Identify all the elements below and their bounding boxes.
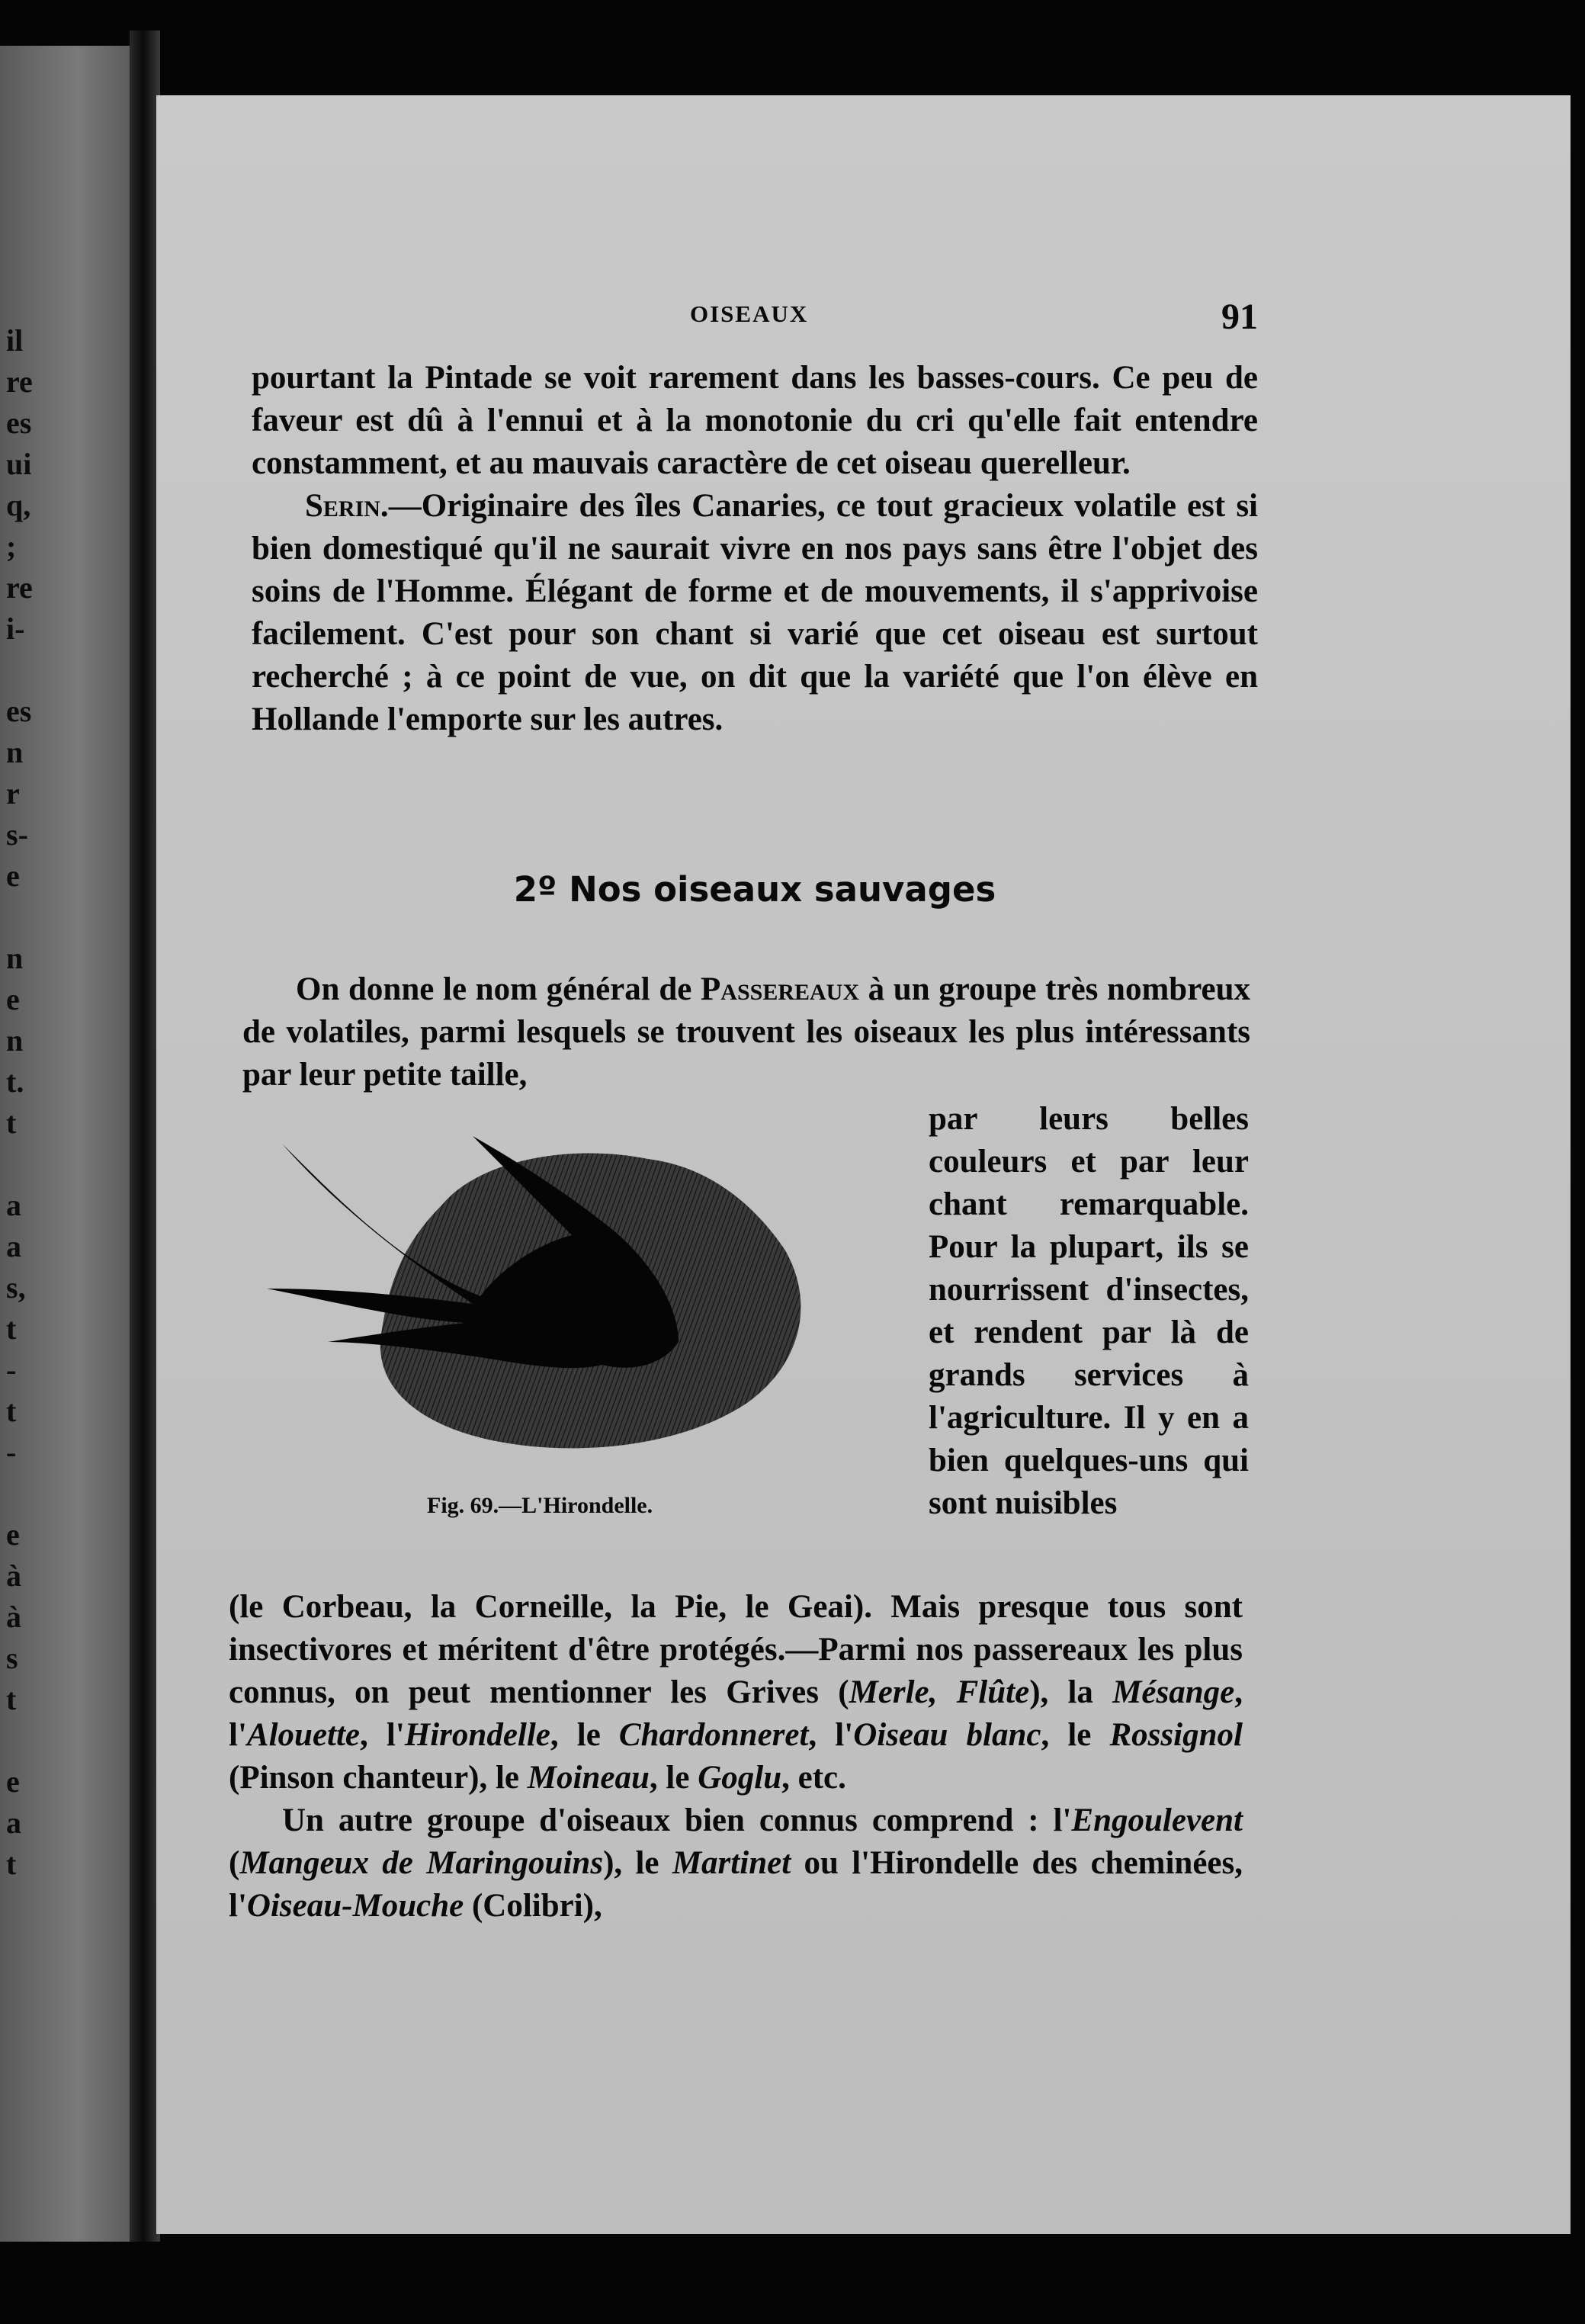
left-fragment: il (6, 323, 24, 358)
left-fragment: n (6, 1023, 24, 1058)
sep: ( (229, 1845, 240, 1881)
left-fragment: t (6, 1311, 17, 1346)
serin-paragraph (252, 485, 1258, 741)
passereaux-intro (242, 968, 1250, 1096)
left-fragment: t (6, 1682, 17, 1716)
left-fragment: n (6, 941, 24, 975)
left-fragment: r (6, 776, 20, 811)
left-fragment: e (6, 982, 20, 1016)
passereaux-column-text: par leurs belles couleurs et par leur chant remarquable. Pour la plupart, ils se nourrissent d'insectes, et rendent par là de grands services à l'agriculture. Il y en a bien quelques-uns qui sont nuisibles (929, 1101, 1249, 1521)
left-fragment: s, (6, 1270, 26, 1305)
sep: , le (649, 1760, 698, 1796)
left-fragment: a (6, 1188, 21, 1222)
sep: ou l'Hirondelle des cheminées, l' (229, 1845, 1243, 1924)
left-fragment: s- (6, 817, 28, 852)
passereaux-after: (le Corbeau, la Corneille, la Pie, le Geai). Mais presque tous sont insectivores et méritent d'être protégés.—Parmi nos passereaux les plus connus, on peut mentionner les Grives ( (229, 1589, 1243, 1710)
left-fragment: t. (6, 1064, 24, 1099)
serin-term: Serin. (305, 488, 389, 524)
left-fragment (6, 650, 37, 691)
left-fragment: re (6, 570, 33, 605)
term-chardonneret: Chardonneret (618, 1717, 809, 1753)
left-fragment: e (6, 1764, 20, 1799)
passereaux-term: Passereaux (701, 971, 859, 1007)
sep: (Pinson chanteur), le (229, 1760, 528, 1796)
left-fragment: q, (6, 488, 31, 522)
book-gutter (130, 30, 160, 2242)
term-martinet: Martinet (672, 1845, 791, 1881)
left-fragment: à (6, 1600, 21, 1634)
left-fragment: à (6, 1558, 21, 1593)
section-title: 2º Nos oiseaux sauvages (513, 869, 996, 910)
left-fragment: - (6, 1435, 17, 1469)
left-fragment: ui (6, 447, 32, 481)
lower-text (229, 1586, 1243, 1928)
passereaux-wide-text: à un groupe très nombreux de volatiles, parmi lesquels se trouvent les oiseaux les plus intéressants par leur petite taille, (242, 971, 1251, 1093)
left-fragment: s (6, 1641, 18, 1675)
left-fragment: es (6, 406, 32, 440)
term-hirondelle: Hirondelle (404, 1717, 550, 1753)
sep: , le (1041, 1717, 1110, 1753)
left-fragment: re (6, 364, 33, 399)
passereaux-lead: On donne le nom général de (296, 971, 692, 1007)
page-number: 91 (1221, 297, 1258, 337)
term-merle-flute: Merle, Flûte (849, 1674, 1030, 1710)
sep: , l' (808, 1717, 854, 1753)
figure-caption: Fig. 69.—L'Hirondelle. (427, 1493, 653, 1518)
swallow-figure (252, 1113, 907, 1540)
left-fragment: es (6, 694, 32, 728)
passereaux-wide (242, 968, 1250, 1096)
term-moineau: Moineau (527, 1760, 650, 1796)
term-goglu: Goglu (698, 1760, 782, 1796)
sep: ), le (603, 1845, 672, 1881)
sep: , l' (229, 1674, 1243, 1753)
autre-lead: Un autre groupe d'oiseaux bien connus comprend : l' (282, 1802, 1072, 1838)
left-fragment: t (6, 1394, 17, 1428)
sep: ), la (1029, 1674, 1113, 1710)
term-engoulevent: Engoulevent (1071, 1802, 1243, 1838)
sep: (Colibri), (464, 1888, 602, 1924)
term-alouette: Alouette (246, 1717, 361, 1753)
left-page-edge (0, 46, 130, 2242)
serin-text: —Originaire des îles Canaries, ce tout gracieux volatile est si bien domestiqué qu'il ne saurait vivre en nos pays sans être l'objet des soins de l'Homme. Élégant de forme et de mouvements, il s'apprivoise facilement. C'est pour son chant si varié que cet oiseau est surtout recherché ; à ce point de vue, on dit que la variété que l'on élève en Hollande l'emporte sur les autres. (252, 488, 1258, 737)
swallow-illustration (252, 1113, 907, 1479)
left-fragment (6, 897, 37, 938)
passereaux-list (229, 1586, 1243, 1799)
term-oiseau-blanc: Oiseau blanc (853, 1717, 1041, 1753)
sep: , etc. (781, 1760, 846, 1796)
left-fragment: e (6, 859, 20, 893)
left-fragment: - (6, 1353, 17, 1387)
left-fragment (6, 1144, 37, 1185)
left-fragment: e (6, 1517, 20, 1552)
intro-paragraph: pourtant la Pintade se voit rarement dans les basses-cours. Ce peu de faveur est dû à l'ennui et à la monotonie du cri qu'elle fait entendre constamment, et au mauvais caractère de cet oiseau querelleur. (252, 360, 1258, 481)
left-fragment: ; (6, 529, 17, 563)
left-page-fragments (6, 320, 37, 1885)
running-head: OISEAUX (690, 300, 809, 327)
left-fragment: a (6, 1806, 21, 1840)
passereaux-column (929, 1098, 1249, 1525)
sep: , le (550, 1717, 619, 1753)
sep: , l' (360, 1717, 405, 1753)
autre-groupe-paragraph (229, 1799, 1243, 1928)
left-fragment: i- (6, 611, 25, 646)
left-fragment: t (6, 1847, 17, 1881)
term-oiseau-mouche: Oiseau-Mouche (246, 1888, 464, 1924)
term-mesange: Mésange (1112, 1674, 1235, 1710)
left-fragment: a (6, 1229, 21, 1263)
left-fragment: t (6, 1106, 17, 1140)
term-mangeux: Mangeux de Maringouins (239, 1845, 604, 1881)
left-fragment: n (6, 735, 24, 769)
left-fragment (6, 1720, 37, 1761)
page-header (252, 296, 1258, 339)
term-rossignol: Rossignol (1109, 1717, 1243, 1753)
upper-text (252, 357, 1258, 741)
left-fragment (6, 1473, 37, 1514)
